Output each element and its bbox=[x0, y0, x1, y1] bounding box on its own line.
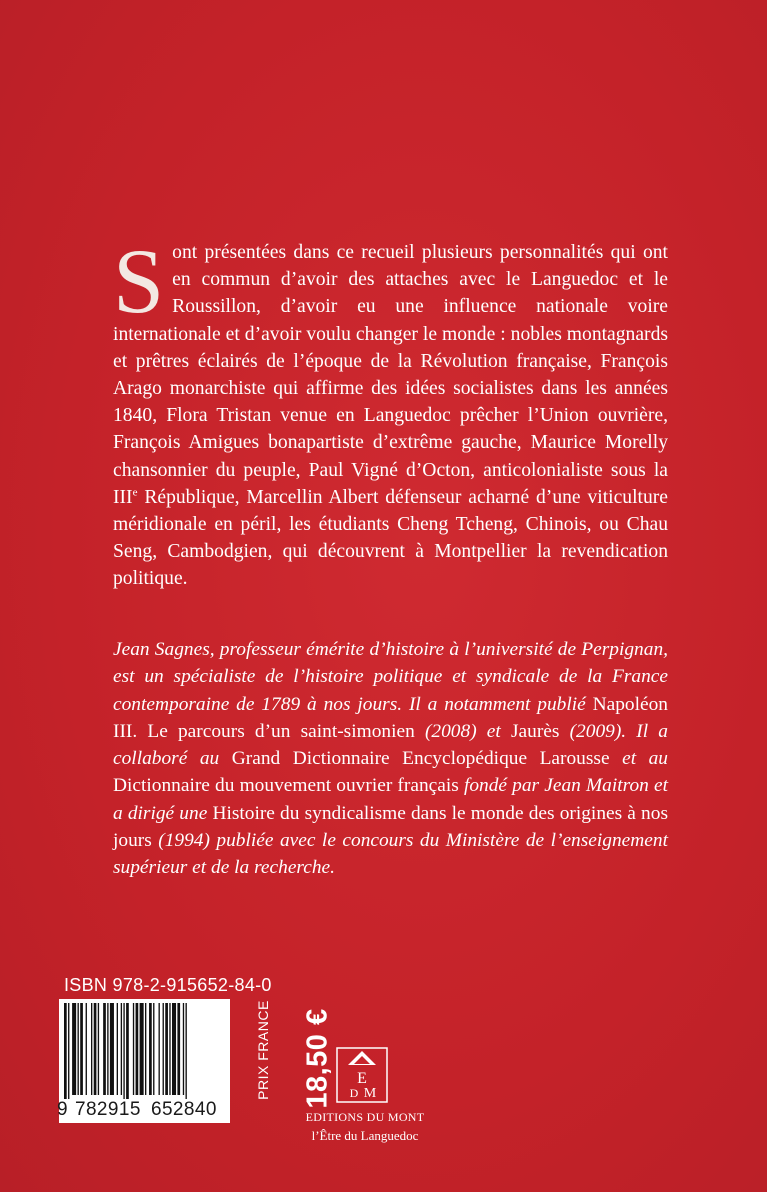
summary-body-end: République, Marcellin Albert défenseur acharné d’une viticulture méridionale en péril, les étudiants Cheng Tcheng, Chinois, ou Chau Seng, Cambodgien, qui découvrent à Montpellier la revendication politique. bbox=[113, 486, 668, 590]
publisher-tagline: l’Être du Languedoc bbox=[311, 1128, 419, 1143]
bio-text: fondé par Jean Maitron et a dirigé une bbox=[113, 775, 668, 824]
barcode-first-digit: 9 bbox=[57, 1099, 68, 1120]
barcode bbox=[59, 999, 230, 1123]
summary-body: ont présentées dans ce recueil plusieurs personnalités qui ont en commun d’avoir des attaches avec le Languedoc et le Roussillon, d’avoir eu une influence nationale voire internationale et d’avoir voulu changer le monde : nobles montagnards et prêtres éclairés de l’époque de la Révolution française, François Arago monarchiste qui affirme des idées socialistes dans les années 1840, Flora Tristan venue en Languedoc prêcher l’Union ouvrière, François Amigues bonapartiste d’extrême gauche, Maurice Morelly chansonnier du peuple, Paul Vigné d’Octon, anticolonialiste sous la III bbox=[113, 242, 668, 508]
bio-title: Grand Dictionnaire Encyclopédique Larousse bbox=[231, 748, 610, 770]
bio-title: Napoléon III. Le parcours d’un saint-simonien bbox=[113, 693, 668, 742]
publisher-logo-icon bbox=[336, 1047, 388, 1103]
author-bio bbox=[113, 636, 668, 882]
isbn-label: ISBN 978-2-915652-84-0 bbox=[64, 975, 272, 995]
bio-text: Jean Sagnes, professeur émérite d’histoire à l’université de Perpignan, est un spécialiste de l’histoire politique et syndicale de la France contemporaine de 1789 à nos jours. Il a notamment publié bbox=[113, 639, 668, 715]
svg-text:M: M bbox=[363, 1086, 377, 1101]
svg-text:E: E bbox=[357, 1070, 367, 1087]
bio-title: Histoire du syndicalisme dans le monde des origines à nos jours bbox=[113, 802, 668, 852]
bio-text: (2009). Il a collaboré au bbox=[113, 720, 668, 770]
bio-title: Jaurès bbox=[510, 720, 560, 742]
drop-cap: S bbox=[113, 230, 165, 332]
bio-text: (1994) publiée avec le concours du Ministère de l’enseignement supérieur et de la recherche. bbox=[113, 830, 668, 879]
price-value: 18,50 € bbox=[301, 1008, 334, 1109]
superscript: e bbox=[132, 486, 138, 499]
publisher-name: EDITIONS DU MONT bbox=[305, 1110, 425, 1124]
price-block bbox=[238, 990, 334, 1130]
barcode-digits bbox=[59, 999, 230, 1123]
bio-text: et au bbox=[609, 748, 668, 770]
price-label: PRIX FRANCE bbox=[255, 1000, 271, 1100]
svg-text:D: D bbox=[349, 1086, 359, 1100]
summary-text bbox=[113, 230, 668, 593]
bio-text: (2008) et bbox=[414, 720, 511, 742]
barcode-digits-right: 652840 bbox=[151, 1099, 217, 1120]
bio-title: Dictionnaire du mouvement ouvrier français bbox=[113, 775, 459, 797]
barcode-digits-left: 782915 bbox=[75, 1099, 141, 1120]
